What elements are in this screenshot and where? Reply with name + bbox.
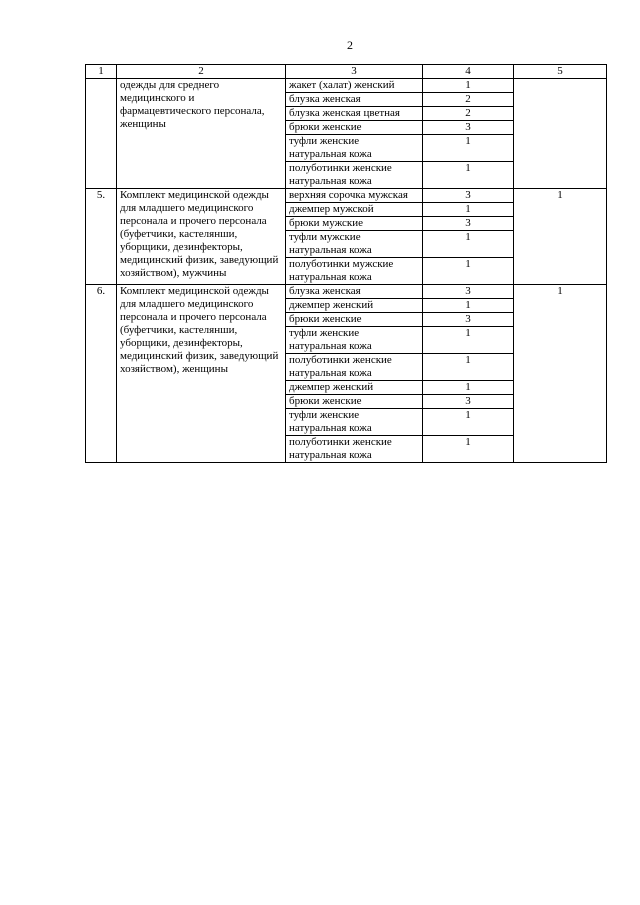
item-quantity: 2 <box>423 107 514 121</box>
row-number: 6. <box>86 285 117 463</box>
item-name: туфли женские натуральная кожа <box>286 327 423 354</box>
item-name: туфли женские натуральная кожа <box>286 409 423 436</box>
item-name: джемпер мужской <box>286 203 423 217</box>
header-col-2: 2 <box>117 65 286 79</box>
item-quantity: 1 <box>423 162 514 189</box>
item-name: брюки женские <box>286 395 423 409</box>
item-quantity: 3 <box>423 189 514 203</box>
page-number: 2 <box>347 38 353 52</box>
item-name: брюки женские <box>286 313 423 327</box>
item-name: джемпер женский <box>286 299 423 313</box>
kit-quantity <box>514 79 607 189</box>
item-name: полуботинки женские натуральная кожа <box>286 162 423 189</box>
item-quantity: 1 <box>423 203 514 217</box>
item-quantity: 3 <box>423 395 514 409</box>
item-name: жакет (халат) женский <box>286 79 423 93</box>
item-quantity: 3 <box>423 313 514 327</box>
item-name: блузка женская <box>286 285 423 299</box>
header-col-3: 3 <box>286 65 423 79</box>
item-quantity: 1 <box>423 79 514 93</box>
header-col-1: 1 <box>86 65 117 79</box>
item-name: блузка женская цветная <box>286 107 423 121</box>
item-quantity: 1 <box>423 258 514 285</box>
item-quantity: 1 <box>423 231 514 258</box>
row-number <box>86 79 117 189</box>
item-name: брюки мужские <box>286 217 423 231</box>
item-name: джемпер женский <box>286 381 423 395</box>
table-row <box>86 189 607 203</box>
header-col-4: 4 <box>423 65 514 79</box>
item-quantity: 1 <box>423 327 514 354</box>
item-name: туфли женские натуральная кожа <box>286 135 423 162</box>
kit-description: Комплект медицинской одежды для младшего медицинского персонала и прочего персонала (буфетчики, кастелянши, уборщики, дезинфекторы, медицинский физик, заведующий хозяйством), женщины <box>117 285 286 463</box>
table-body <box>86 79 607 463</box>
row-number: 5. <box>86 189 117 285</box>
item-quantity: 3 <box>423 121 514 135</box>
item-name: полуботинки женские натуральная кожа <box>286 436 423 463</box>
table-row <box>86 79 607 93</box>
item-quantity: 2 <box>423 93 514 107</box>
item-quantity: 1 <box>423 135 514 162</box>
item-quantity: 1 <box>423 299 514 313</box>
item-name: туфли мужские натуральная кожа <box>286 231 423 258</box>
table-row <box>86 285 607 299</box>
item-name: полуботинки женские натуральная кожа <box>286 354 423 381</box>
item-name: верхняя сорочка мужская <box>286 189 423 203</box>
header-col-5: 5 <box>514 65 607 79</box>
kit-quantity: 1 <box>514 189 607 285</box>
item-quantity: 1 <box>423 354 514 381</box>
header-row <box>86 65 607 79</box>
item-name: полуботинки мужские натуральная кожа <box>286 258 423 285</box>
clothing-table <box>85 64 607 463</box>
item-quantity: 1 <box>423 436 514 463</box>
item-name: блузка женская <box>286 93 423 107</box>
kit-description: Комплект медицинской одежды для младшего медицинского персонала и прочего персонала (буфетчики, кастелянши, уборщики, дезинфекторы, медицинский физик, заведующий хозяйством), мужчины <box>117 189 286 285</box>
item-quantity: 3 <box>423 217 514 231</box>
kit-quantity: 1 <box>514 285 607 463</box>
item-quantity: 3 <box>423 285 514 299</box>
item-quantity: 1 <box>423 409 514 436</box>
kit-description: одежды для среднего медицинского и фармацевтического персонала, женщины <box>117 79 286 189</box>
item-name: брюки женские <box>286 121 423 135</box>
item-quantity: 1 <box>423 381 514 395</box>
